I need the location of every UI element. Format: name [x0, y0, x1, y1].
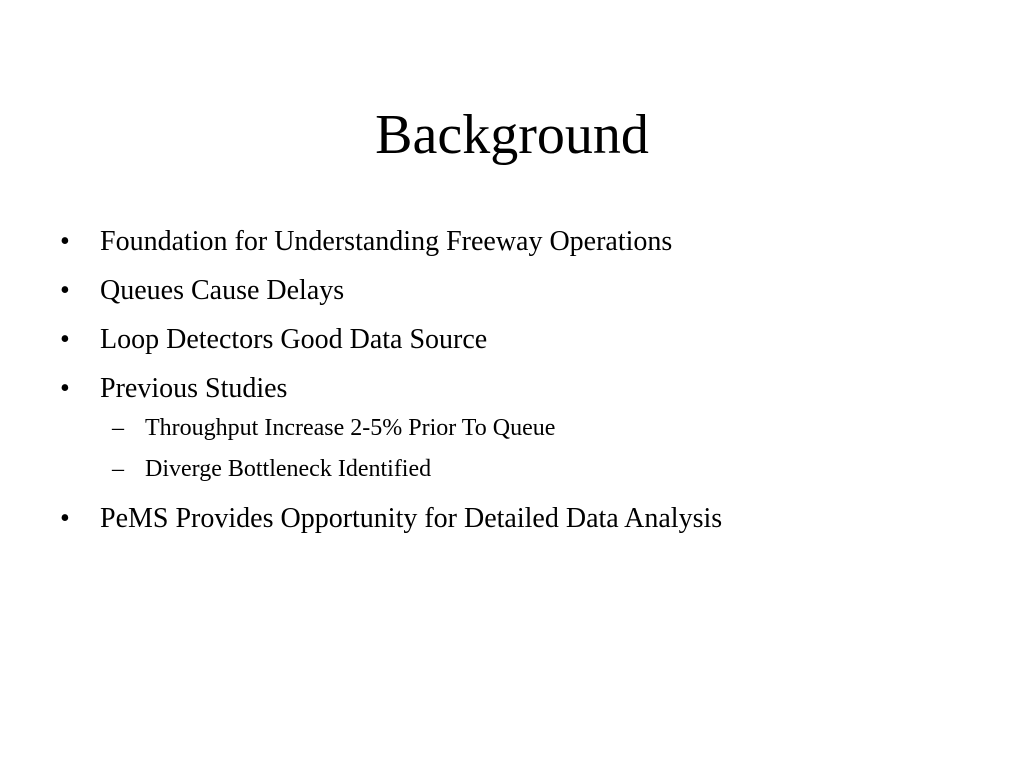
bullet-marker: •: [60, 324, 70, 355]
sub-bullet-marker: –: [112, 456, 124, 482]
bullet-marker: •: [60, 275, 70, 306]
sub-bullet-item: [0, 414, 1024, 442]
bullet-text: PeMS Provides Opportunity for Detailed Data Analysis: [100, 503, 723, 534]
bullet-list: [0, 226, 1024, 552]
slide-title: Background: [375, 104, 649, 166]
bullet-item: [0, 275, 1024, 307]
sub-bullet-marker: –: [112, 415, 124, 441]
bullet-item: [0, 324, 1024, 356]
bullet-marker: •: [60, 503, 70, 534]
sub-bullet-group: [0, 414, 1024, 483]
bullet-item: [0, 373, 1024, 405]
sub-bullet-text: Throughput Increase 2-5% Prior To Queue: [145, 415, 556, 441]
sub-bullet-list: [0, 414, 1024, 483]
bullet-item: [0, 503, 1024, 535]
bullet-text: Loop Detectors Good Data Source: [100, 324, 488, 355]
bullet-marker: •: [60, 226, 70, 257]
sub-bullet-text: Diverge Bottleneck Identified: [145, 456, 432, 482]
bullet-text: Previous Studies: [100, 373, 288, 404]
sub-bullet-item: [0, 455, 1024, 483]
bullet-text: Foundation for Understanding Freeway Operations: [100, 226, 673, 257]
bullet-marker: •: [60, 373, 70, 404]
bullet-item: [0, 226, 1024, 258]
bullet-text: Queues Cause Delays: [100, 275, 345, 306]
